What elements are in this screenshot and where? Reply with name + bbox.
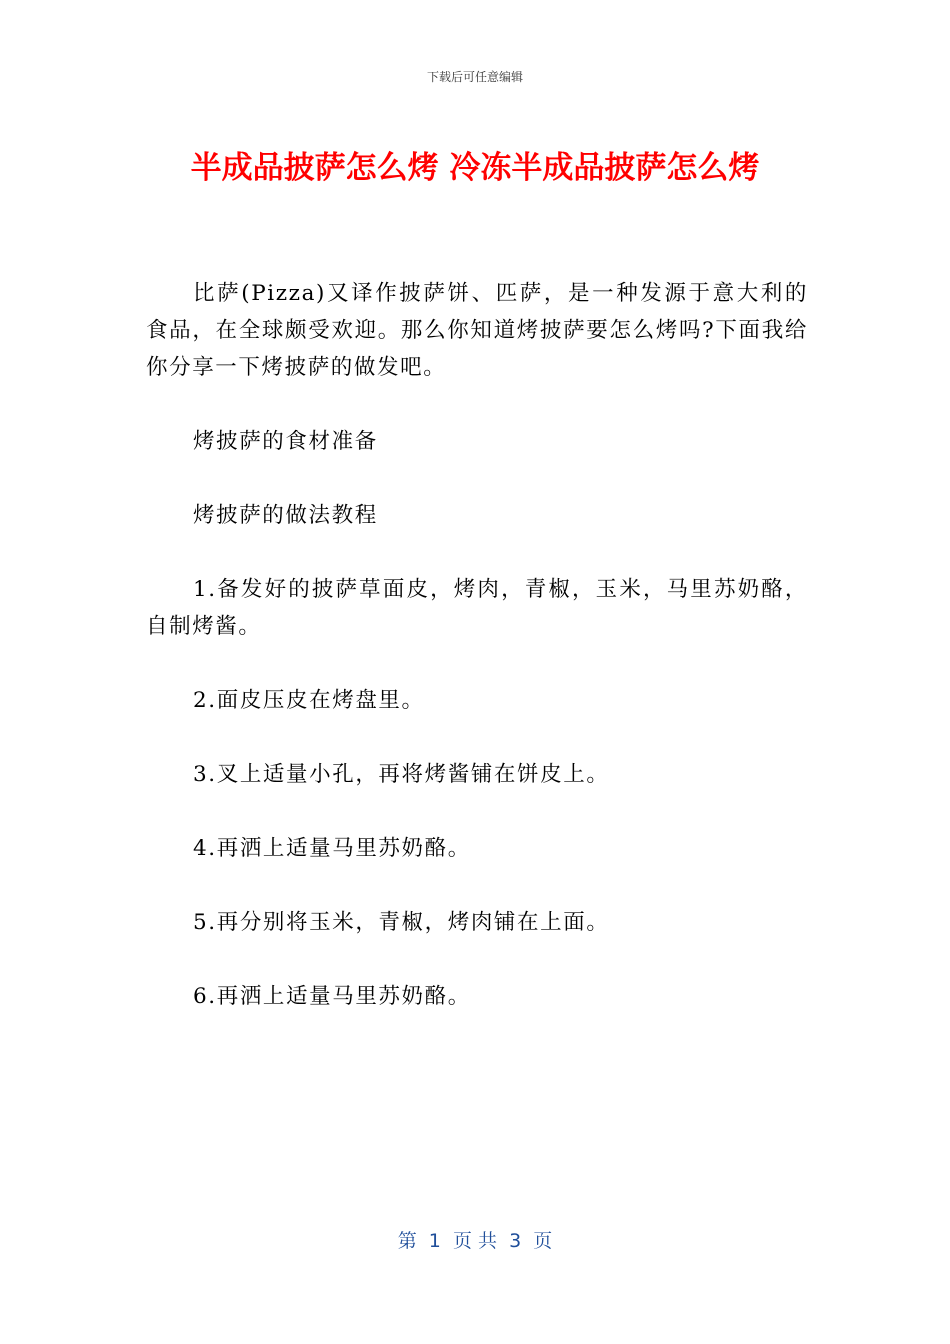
header-note: 下载后可任意编辑	[426, 70, 523, 84]
paragraph-step-3: 3.叉上适量小孔，再将烤酱铺在饼皮上。	[193, 762, 610, 787]
paragraph-intro: 比萨(Pizza)又译作披萨饼、匹萨，是一种发源于意大利的食品，在全球颇受欢迎。那么你知道烤披萨要怎么烤吗?下面我给你分享一下烤披萨的做发吧。	[146, 281, 808, 380]
document-body	[146, 275, 808, 1052]
paragraph-step-2: 2.面皮压皮在烤盘里。	[193, 688, 425, 713]
paragraph-step-4: 4.再洒上适量马里苏奶酪。	[193, 836, 471, 861]
document-title: 半成品披萨怎么烤 冷冻半成品披萨怎么烤	[190, 150, 760, 186]
paragraph-step-1: 1.备发好的披萨草面皮，烤肉，青椒，玉米，马里苏奶酪，自制烤酱。	[146, 577, 808, 639]
paragraph-ingredients-heading: 烤披萨的食材准备	[193, 429, 378, 454]
paragraph-step-6: 6.再洒上适量马里苏奶酪。	[193, 984, 471, 1009]
paragraph-step-5: 5.再分别将玉米，青椒，烤肉铺在上面。	[193, 910, 610, 935]
paragraph-method-heading: 烤披萨的做法教程	[193, 503, 378, 528]
page-footer: 第 1 页 共 3 页	[397, 1230, 553, 1252]
